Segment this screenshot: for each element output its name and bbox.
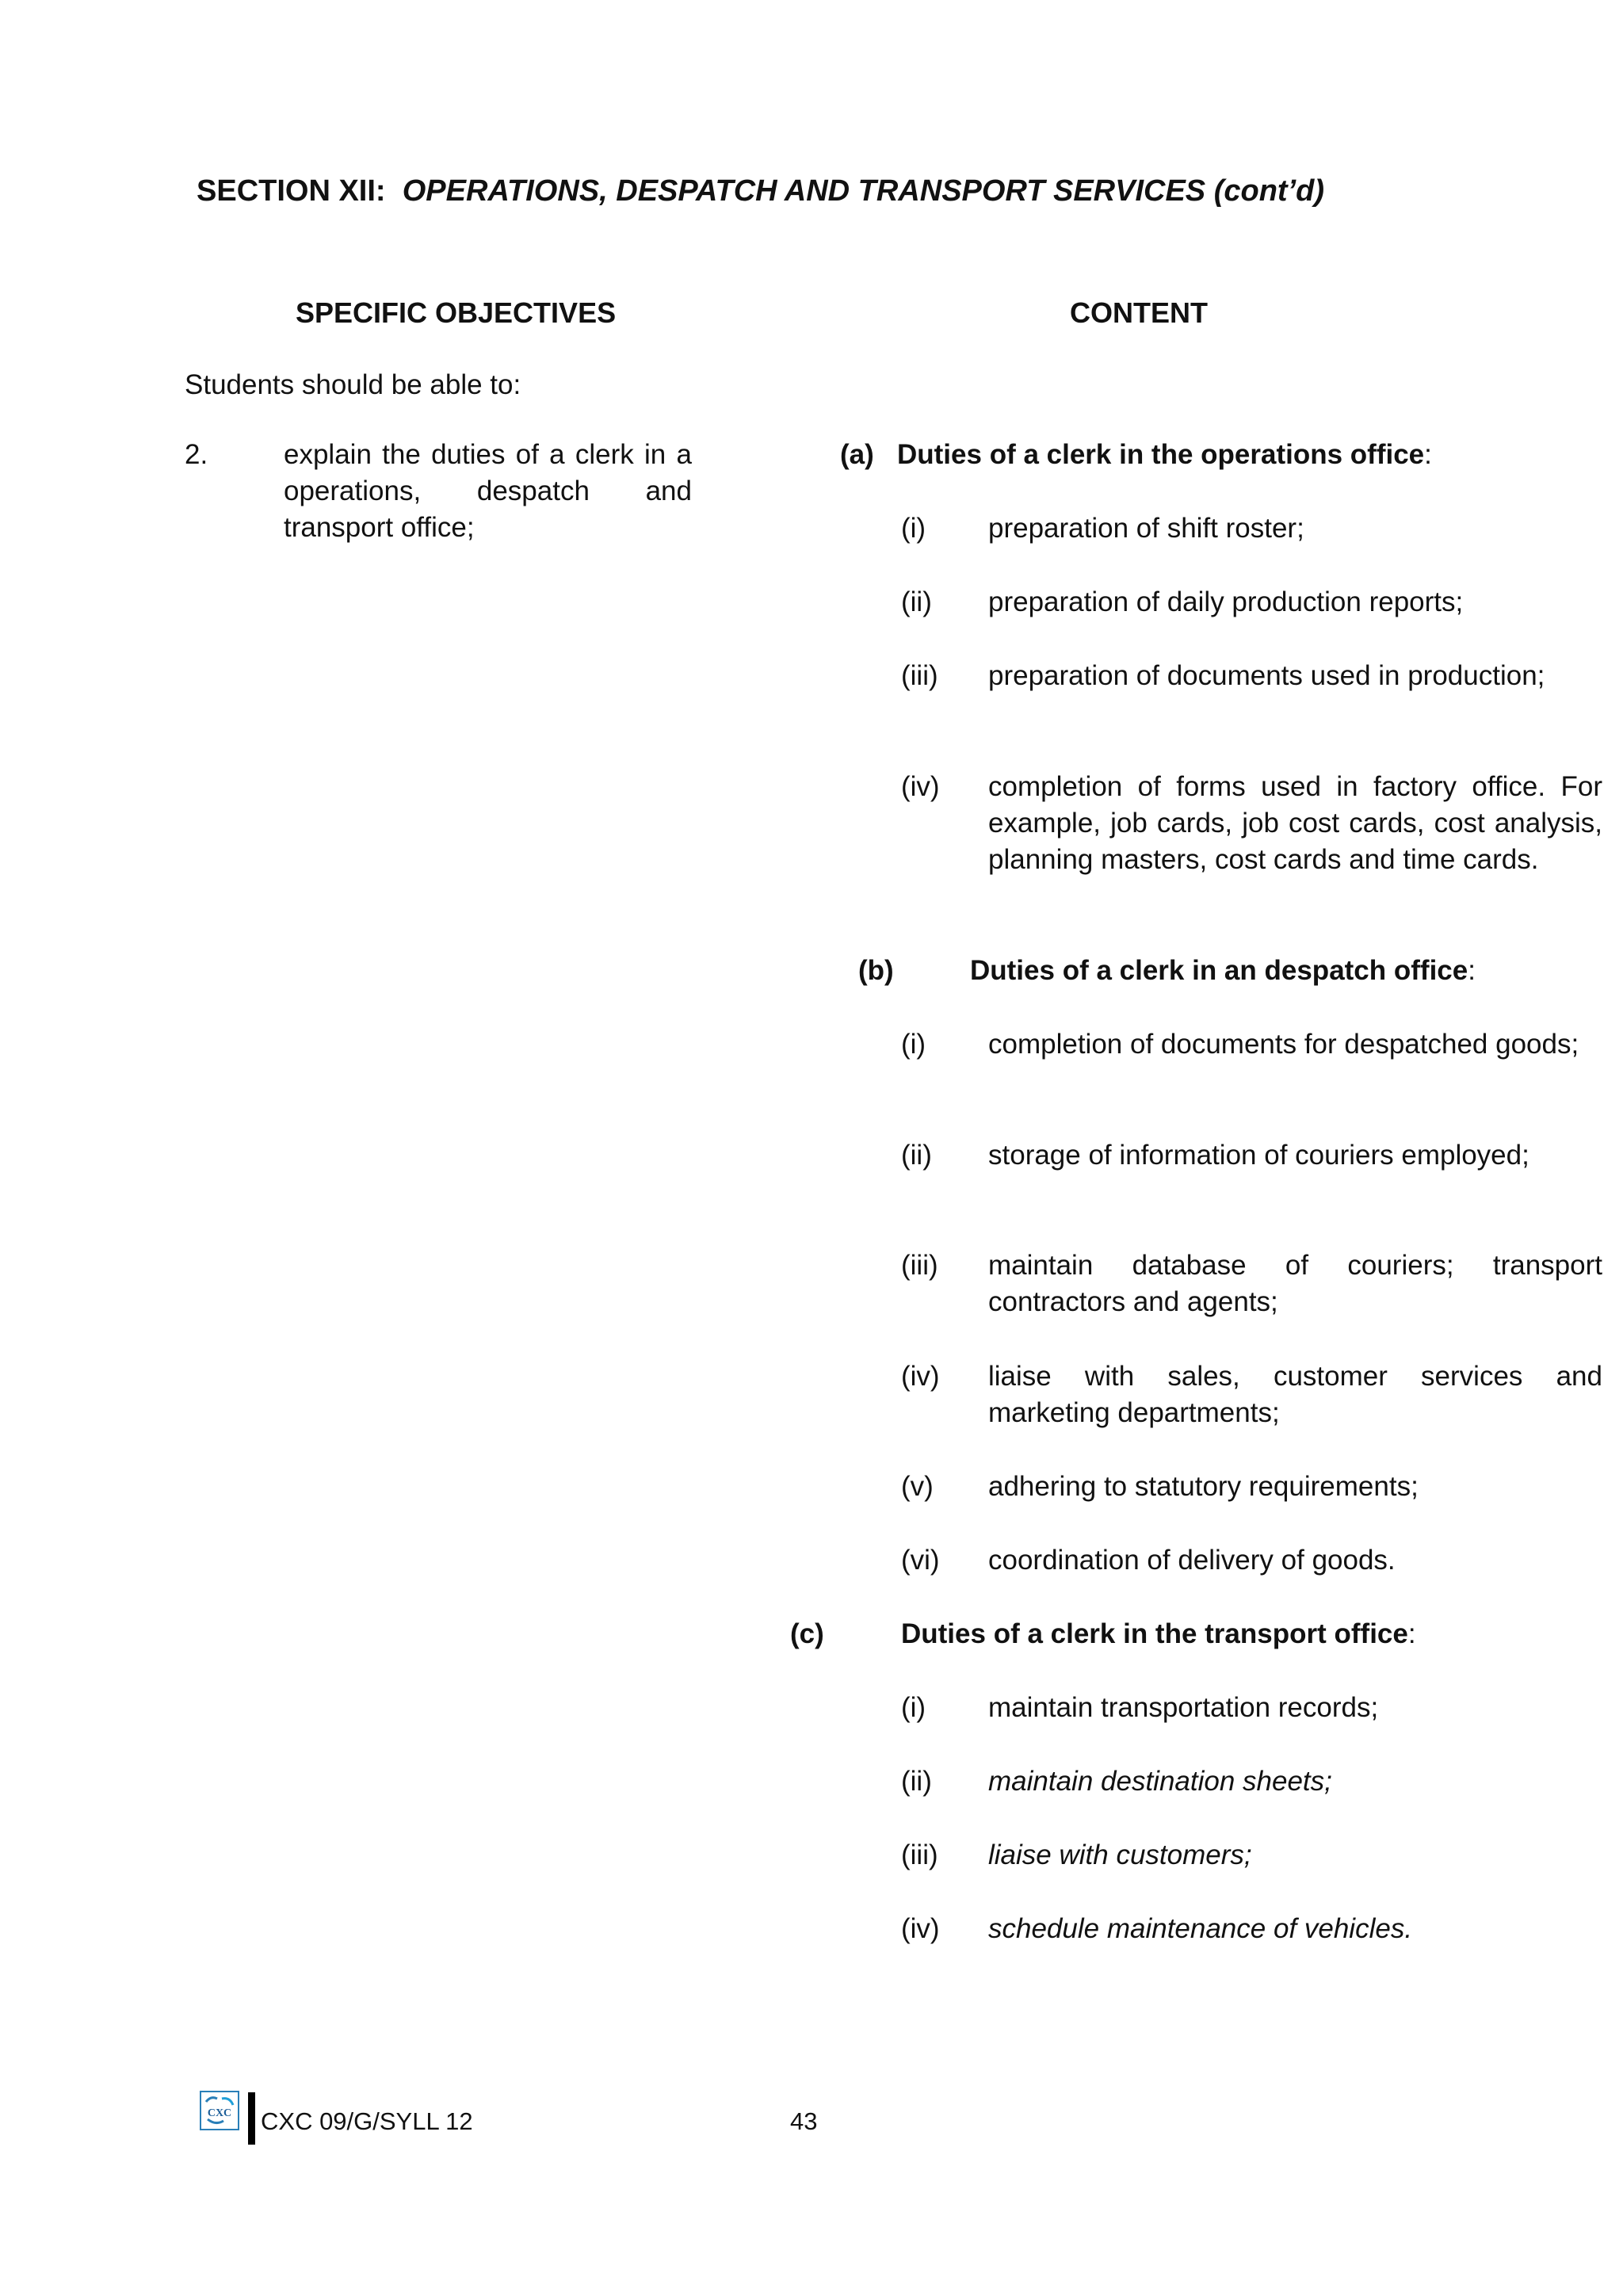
content-c-item-4-marker: (iv) xyxy=(901,1913,940,1944)
content-a-item-2-marker: (ii) xyxy=(901,586,932,617)
content-a-heading xyxy=(897,437,1432,473)
section-title xyxy=(197,173,1324,209)
objectives-heading: SPECIFIC OBJECTIVES xyxy=(296,296,617,329)
content-b-marker: (b) xyxy=(858,955,894,986)
content-a-marker: (a) xyxy=(840,439,874,470)
content-a-item-4-text: completion of forms used in factory office. For example, job cards, job cost cards, cost analysis, planning masters, cost cards and time cards. xyxy=(988,771,1602,875)
content-b-item-3-text: maintain database of couriers; transport contractors and agents; xyxy=(988,1250,1602,1317)
content-b-item-4-marker: (iv) xyxy=(901,1361,940,1392)
content-c-item-1-marker: (i) xyxy=(901,1692,926,1723)
logo-text: CXC xyxy=(207,2107,232,2119)
cxc-logo-icon xyxy=(200,2091,239,2130)
content-b-item-4-text: liaise with sales, customer services and marketing departments; xyxy=(988,1361,1602,1428)
content-a-item-4-marker: (iv) xyxy=(901,771,940,802)
objective-text: explain the duties of a clerk in a operations, despatch and transport office; xyxy=(284,439,692,543)
content-c-marker: (c) xyxy=(790,1618,824,1649)
objectives-intro: Students should be able to: xyxy=(185,369,521,400)
section-label: SECTION XII: xyxy=(197,174,386,208)
content-b-item-2-text: storage of information of couriers employed; xyxy=(988,1140,1529,1171)
content-b-colon: : xyxy=(1468,955,1476,986)
objective-number: 2. xyxy=(185,439,208,470)
content-b-item-2-marker: (ii) xyxy=(901,1140,932,1171)
content-b-heading-text: Duties of a clerk in an despatch office xyxy=(970,955,1468,986)
content-heading: CONTENT xyxy=(1070,296,1208,329)
content-c-item-4-text: schedule maintenance of vehicles. xyxy=(988,1913,1413,1944)
content-b-item-1-text: completion of documents for despatched goods; xyxy=(988,1029,1579,1060)
content-a-heading-text: Duties of a clerk in the operations office xyxy=(897,439,1425,470)
content-b-heading xyxy=(970,953,1476,989)
page-number: 43 xyxy=(790,2107,818,2135)
content-a-item-2-text: preparation of daily production reports; xyxy=(988,586,1464,617)
content-c-item-3-text: liaise with customers; xyxy=(988,1839,1252,1870)
content-c-heading xyxy=(901,1616,1416,1652)
content-c-item-2-text: maintain destination sheets; xyxy=(988,1766,1332,1797)
content-c-item-1-text: maintain transportation records; xyxy=(988,1692,1379,1723)
content-c-item-2-marker: (ii) xyxy=(901,1766,932,1797)
content-b-item-3-marker: (iii) xyxy=(901,1250,938,1281)
content-c-heading-text: Duties of a clerk in the transport office xyxy=(901,1618,1408,1649)
content-b-item-6-marker: (vi) xyxy=(901,1545,940,1576)
content-c-item-3-marker: (iii) xyxy=(901,1839,938,1870)
content-c-colon: : xyxy=(1407,1618,1416,1649)
footer-code: CXC 09/G/SYLL 12 xyxy=(261,2107,473,2135)
content-a-item-3-text: preparation of documents used in production; xyxy=(988,660,1545,691)
content-a-item-3-marker: (iii) xyxy=(901,660,938,691)
content-b-item-5-text: adhering to statutory requirements; xyxy=(988,1471,1419,1502)
content-a-item-1-text: preparation of shift roster; xyxy=(988,513,1304,544)
section-name: OPERATIONS, DESPATCH AND TRANSPORT SERVICES (cont’d) xyxy=(402,174,1324,208)
content-b-item-1-marker: (i) xyxy=(901,1029,926,1060)
content-a-item-1-marker: (i) xyxy=(901,513,926,544)
content-a-colon: : xyxy=(1424,439,1432,470)
content-b-item-5-marker: (v) xyxy=(901,1471,934,1502)
content-b-item-6-text: coordination of delivery of goods. xyxy=(988,1545,1396,1576)
footer-divider xyxy=(248,2092,255,2145)
